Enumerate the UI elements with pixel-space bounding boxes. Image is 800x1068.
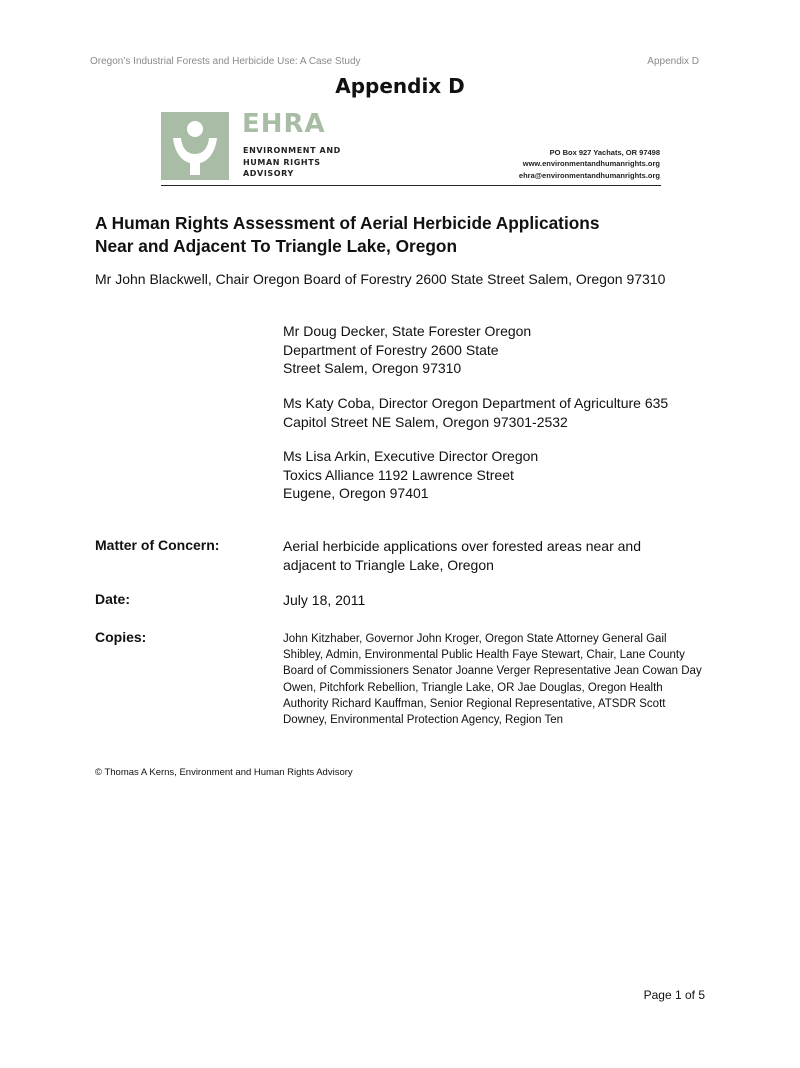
date-label: Date: xyxy=(95,591,131,607)
addressee-line: Eugene, Oregon 97401 xyxy=(283,485,429,501)
copies-label: Copies: xyxy=(95,629,147,645)
addressee-line: Ms Katy Coba, Director Oregon Department of Agriculture 635 xyxy=(283,395,669,411)
ehra-logo-icon xyxy=(161,112,229,180)
brand-subtitle-line: ADVISORY xyxy=(243,169,294,178)
page-number: Page 1 of 5 xyxy=(643,988,705,1002)
matter-value: Aerial herbicide applications over forested areas near and adjacent to Triangle Lake, Oregon xyxy=(283,538,641,573)
brand-name: EHRA xyxy=(242,109,326,139)
copies-value: John Kitzhaber, Governor John Kroger, Oregon State Attorney General Gail Shibley, Admin, Environmental Public Health Faye Stewart, Chair, Lane County Board of Commissioners Senator Joanne Verger Representative Jean Cowan Day Owen, Pitchfork Rebellion, Triangle Lake, OR Jae Douglas, Oregon Health Authority Richard Kauffman, Senior Regional Representative, ATSDR Scott Downey, Environmental Protection Agency, Region Ten xyxy=(283,633,702,727)
contact-address: PO Box 927 Yachats, OR 97498 xyxy=(549,148,660,157)
brand-subtitle-line: ENVIRONMENT AND xyxy=(243,146,341,155)
matter-label: Matter of Concern: xyxy=(95,537,220,553)
date-value: July 18, 2011 xyxy=(283,592,366,608)
letterhead-divider xyxy=(161,185,661,186)
brand-subtitle xyxy=(243,145,341,180)
contact-email: ehra@environmentandhumanrights.org xyxy=(518,170,660,180)
addressee-line: Street Salem, Oregon 97310 xyxy=(283,360,462,376)
addressee-primary: Mr John Blackwell, Chair Oregon Board of Forestry 2600 State Street Salem, Oregon 97310 xyxy=(95,271,666,287)
addressee-block xyxy=(283,447,583,503)
document-title xyxy=(95,212,599,258)
addressee-line: Toxics Alliance 1192 Lawrence Street xyxy=(283,466,514,483)
appendix-title: Appendix D xyxy=(335,74,465,98)
addressee-block xyxy=(283,394,703,431)
document-title-line: A Human Rights Assessment of Aerial Herbicide Applications xyxy=(95,213,600,233)
running-header-section: Appendix D xyxy=(647,56,699,67)
addressee-line: Capitol Street NE Salem, Oregon 97301-2532 xyxy=(283,413,568,430)
addressee-line: Department of Forestry 2600 State xyxy=(283,341,499,358)
addressee-block xyxy=(283,322,543,378)
brand-subtitle-line: HUMAN RIGHTS xyxy=(243,157,321,167)
addressee-line: Ms Lisa Arkin, Executive Director Oregon xyxy=(283,448,539,464)
addressee-line: Mr Doug Decker, State Forester Oregon xyxy=(283,323,532,339)
contact-website: www.environmentandhumanrights.org xyxy=(522,159,660,169)
copyright-notice: © Thomas A Kerns, Environment and Human Rights Advisory xyxy=(95,767,353,778)
contact-block xyxy=(519,147,660,181)
running-header-title: Oregon’s Industrial Forests and Herbicide Use: A Case Study xyxy=(90,56,361,67)
document-title-line: Near and Adjacent To Triangle Lake, Oregon xyxy=(95,236,458,256)
